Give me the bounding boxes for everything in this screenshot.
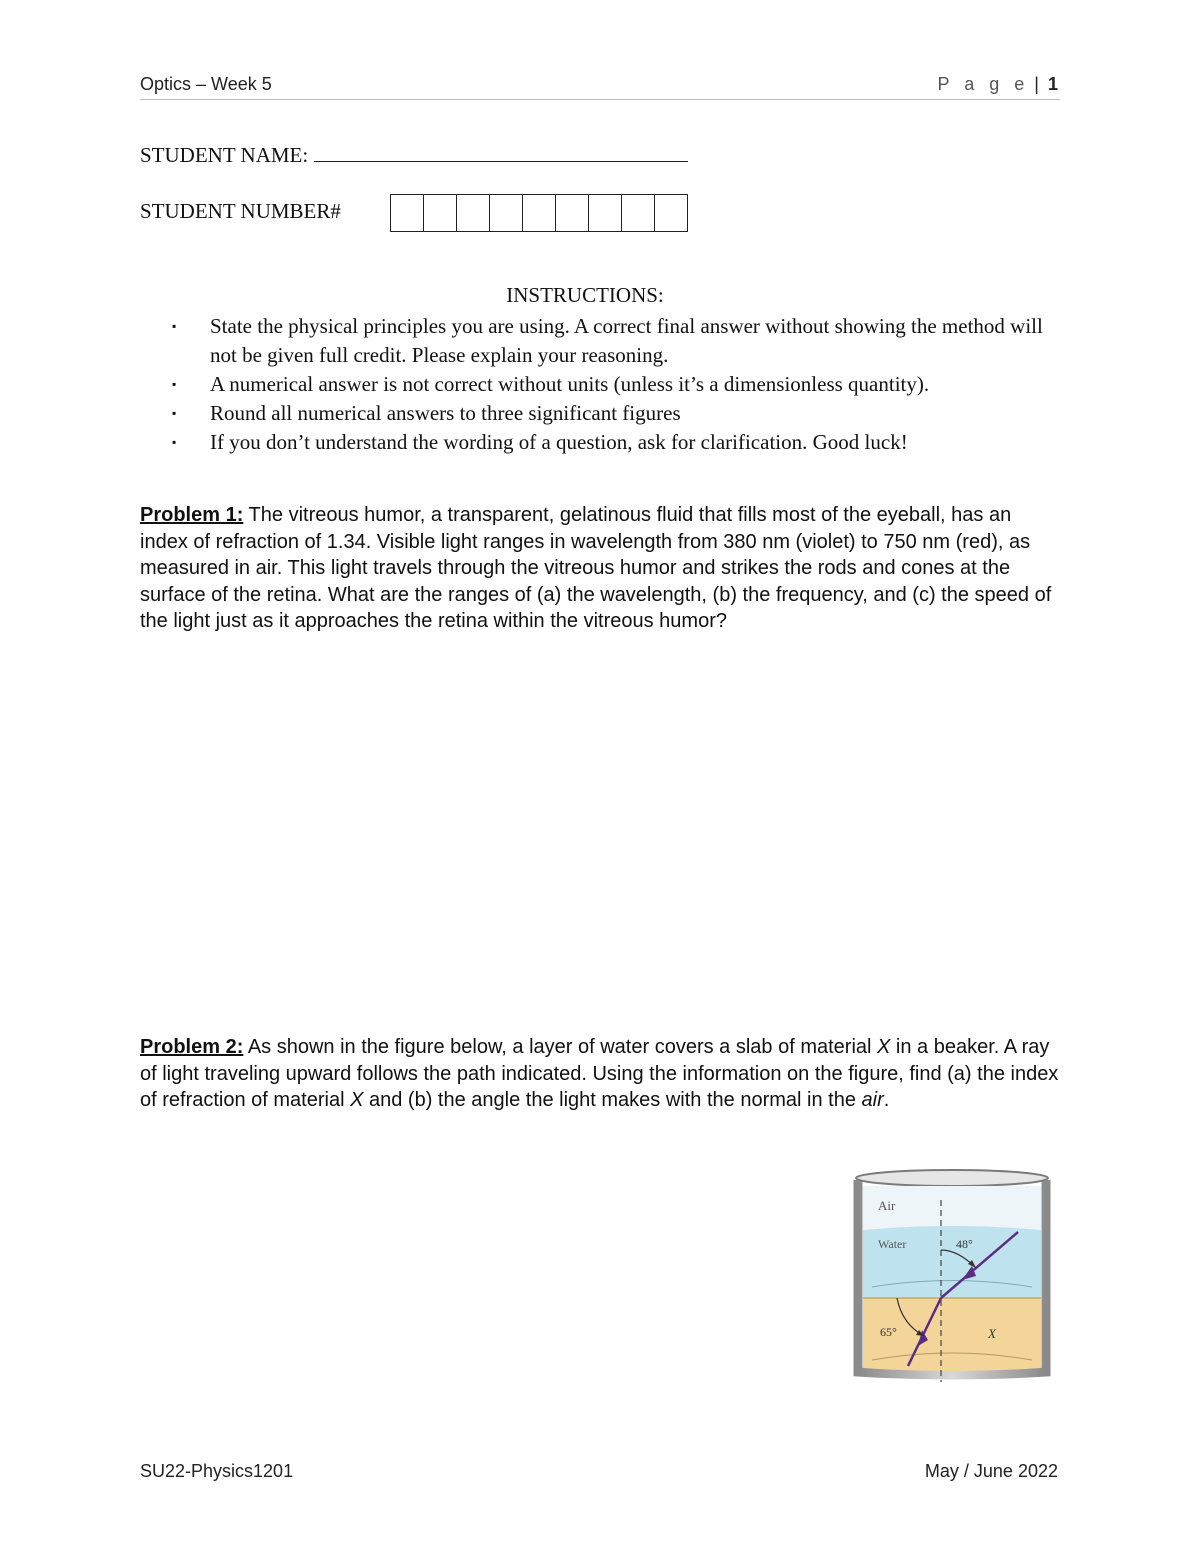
- student-name-row: [140, 143, 688, 168]
- student-number-digit-box[interactable]: [457, 195, 490, 231]
- problem-1-text: The vitreous humor, a transparent, gelatinous fluid that fills most of the eyeball, has an index of refraction of 1.34. Visible light ranges in wavelength from 380 nm (violet) to 750 nm (red), as measured in air. This light travels through the vitreous humor and strikes the rods and cones at the surface of the retina. What are the ranges of (a) the wavelength, (b) the frequency, and (c) the speed of the light just as it approaches the retina within the vitreous humor?: [140, 504, 1052, 633]
- instruction-item: ▪ A numerical answer is not correct without units (unless it’s a dimensionless quantity).: [170, 370, 1050, 399]
- page-separator: |: [1034, 74, 1039, 94]
- footer-course: SU22-Physics1201: [140, 1461, 294, 1481]
- student-number-digit-box[interactable]: [424, 195, 457, 231]
- instruction-item: ▪ State the physical principles you are using. A correct final answer without showing the method will not be given full credit. Please explain your reasoning.: [170, 312, 1050, 370]
- student-name-label: STUDENT NAME:: [140, 143, 309, 167]
- air-italic: air: [861, 1089, 884, 1112]
- water-label: Water: [878, 1237, 907, 1251]
- beaker-figure: [852, 1164, 1052, 1384]
- instruction-item: ▪ Round all numerical answers to three significant figures: [170, 399, 1050, 428]
- page-word: P a g e: [937, 74, 1030, 94]
- material-x-italic: X: [350, 1089, 364, 1112]
- footer-date: May / June 2022: [924, 1461, 1058, 1481]
- student-number-digit-box[interactable]: [391, 195, 424, 231]
- instruction-item: ▪ If you don’t understand the wording of a question, ask for clarification. Good luck!: [170, 428, 1050, 457]
- student-name-field[interactable]: [314, 143, 688, 162]
- problem-1: [140, 502, 1060, 635]
- header-page-indicator: [938, 74, 1058, 95]
- instructions-list: [170, 312, 1050, 457]
- water-angle-label: 48°: [956, 1237, 973, 1251]
- problem-1-label: Problem 1:: [140, 504, 244, 526]
- page-number: 1: [1047, 74, 1058, 94]
- x-angle-label: 65°: [880, 1325, 897, 1339]
- student-number-digit-box[interactable]: [655, 195, 687, 231]
- instructions-title: INSTRUCTIONS:: [506, 283, 664, 307]
- problem-2: [140, 1034, 1060, 1114]
- header-title: Optics – Week 5: [140, 74, 272, 94]
- header-rule: [140, 99, 1060, 100]
- student-number-digit-box[interactable]: [589, 195, 622, 231]
- problem-2-text-c: and (b) the angle the light makes with the normal in the: [363, 1089, 862, 1112]
- student-number-label: STUDENT NUMBER#: [140, 199, 341, 223]
- student-number-digit-box[interactable]: [556, 195, 589, 231]
- air-label: Air: [878, 1198, 896, 1213]
- material-x-italic: X: [877, 1036, 891, 1058]
- student-number-digit-box[interactable]: [523, 195, 556, 231]
- material-x-label: X: [988, 1326, 996, 1341]
- problem-2-label: Problem 2:: [140, 1036, 244, 1058]
- problem-2-text-a: As shown in the figure below, a layer of water covers a slab of material: [243, 1036, 878, 1058]
- student-number-boxes: [390, 194, 688, 232]
- student-number-digit-box[interactable]: [490, 195, 523, 231]
- beaker-rim: [856, 1170, 1048, 1186]
- student-number-digit-box[interactable]: [622, 195, 655, 231]
- problem-2-text-d: .: [883, 1089, 890, 1112]
- problem-2-text-b: in a beaker. A ray of light traveling upward follows the path indicated. Using the information on the figure, find (a) the index of refraction of material: [140, 1036, 1059, 1112]
